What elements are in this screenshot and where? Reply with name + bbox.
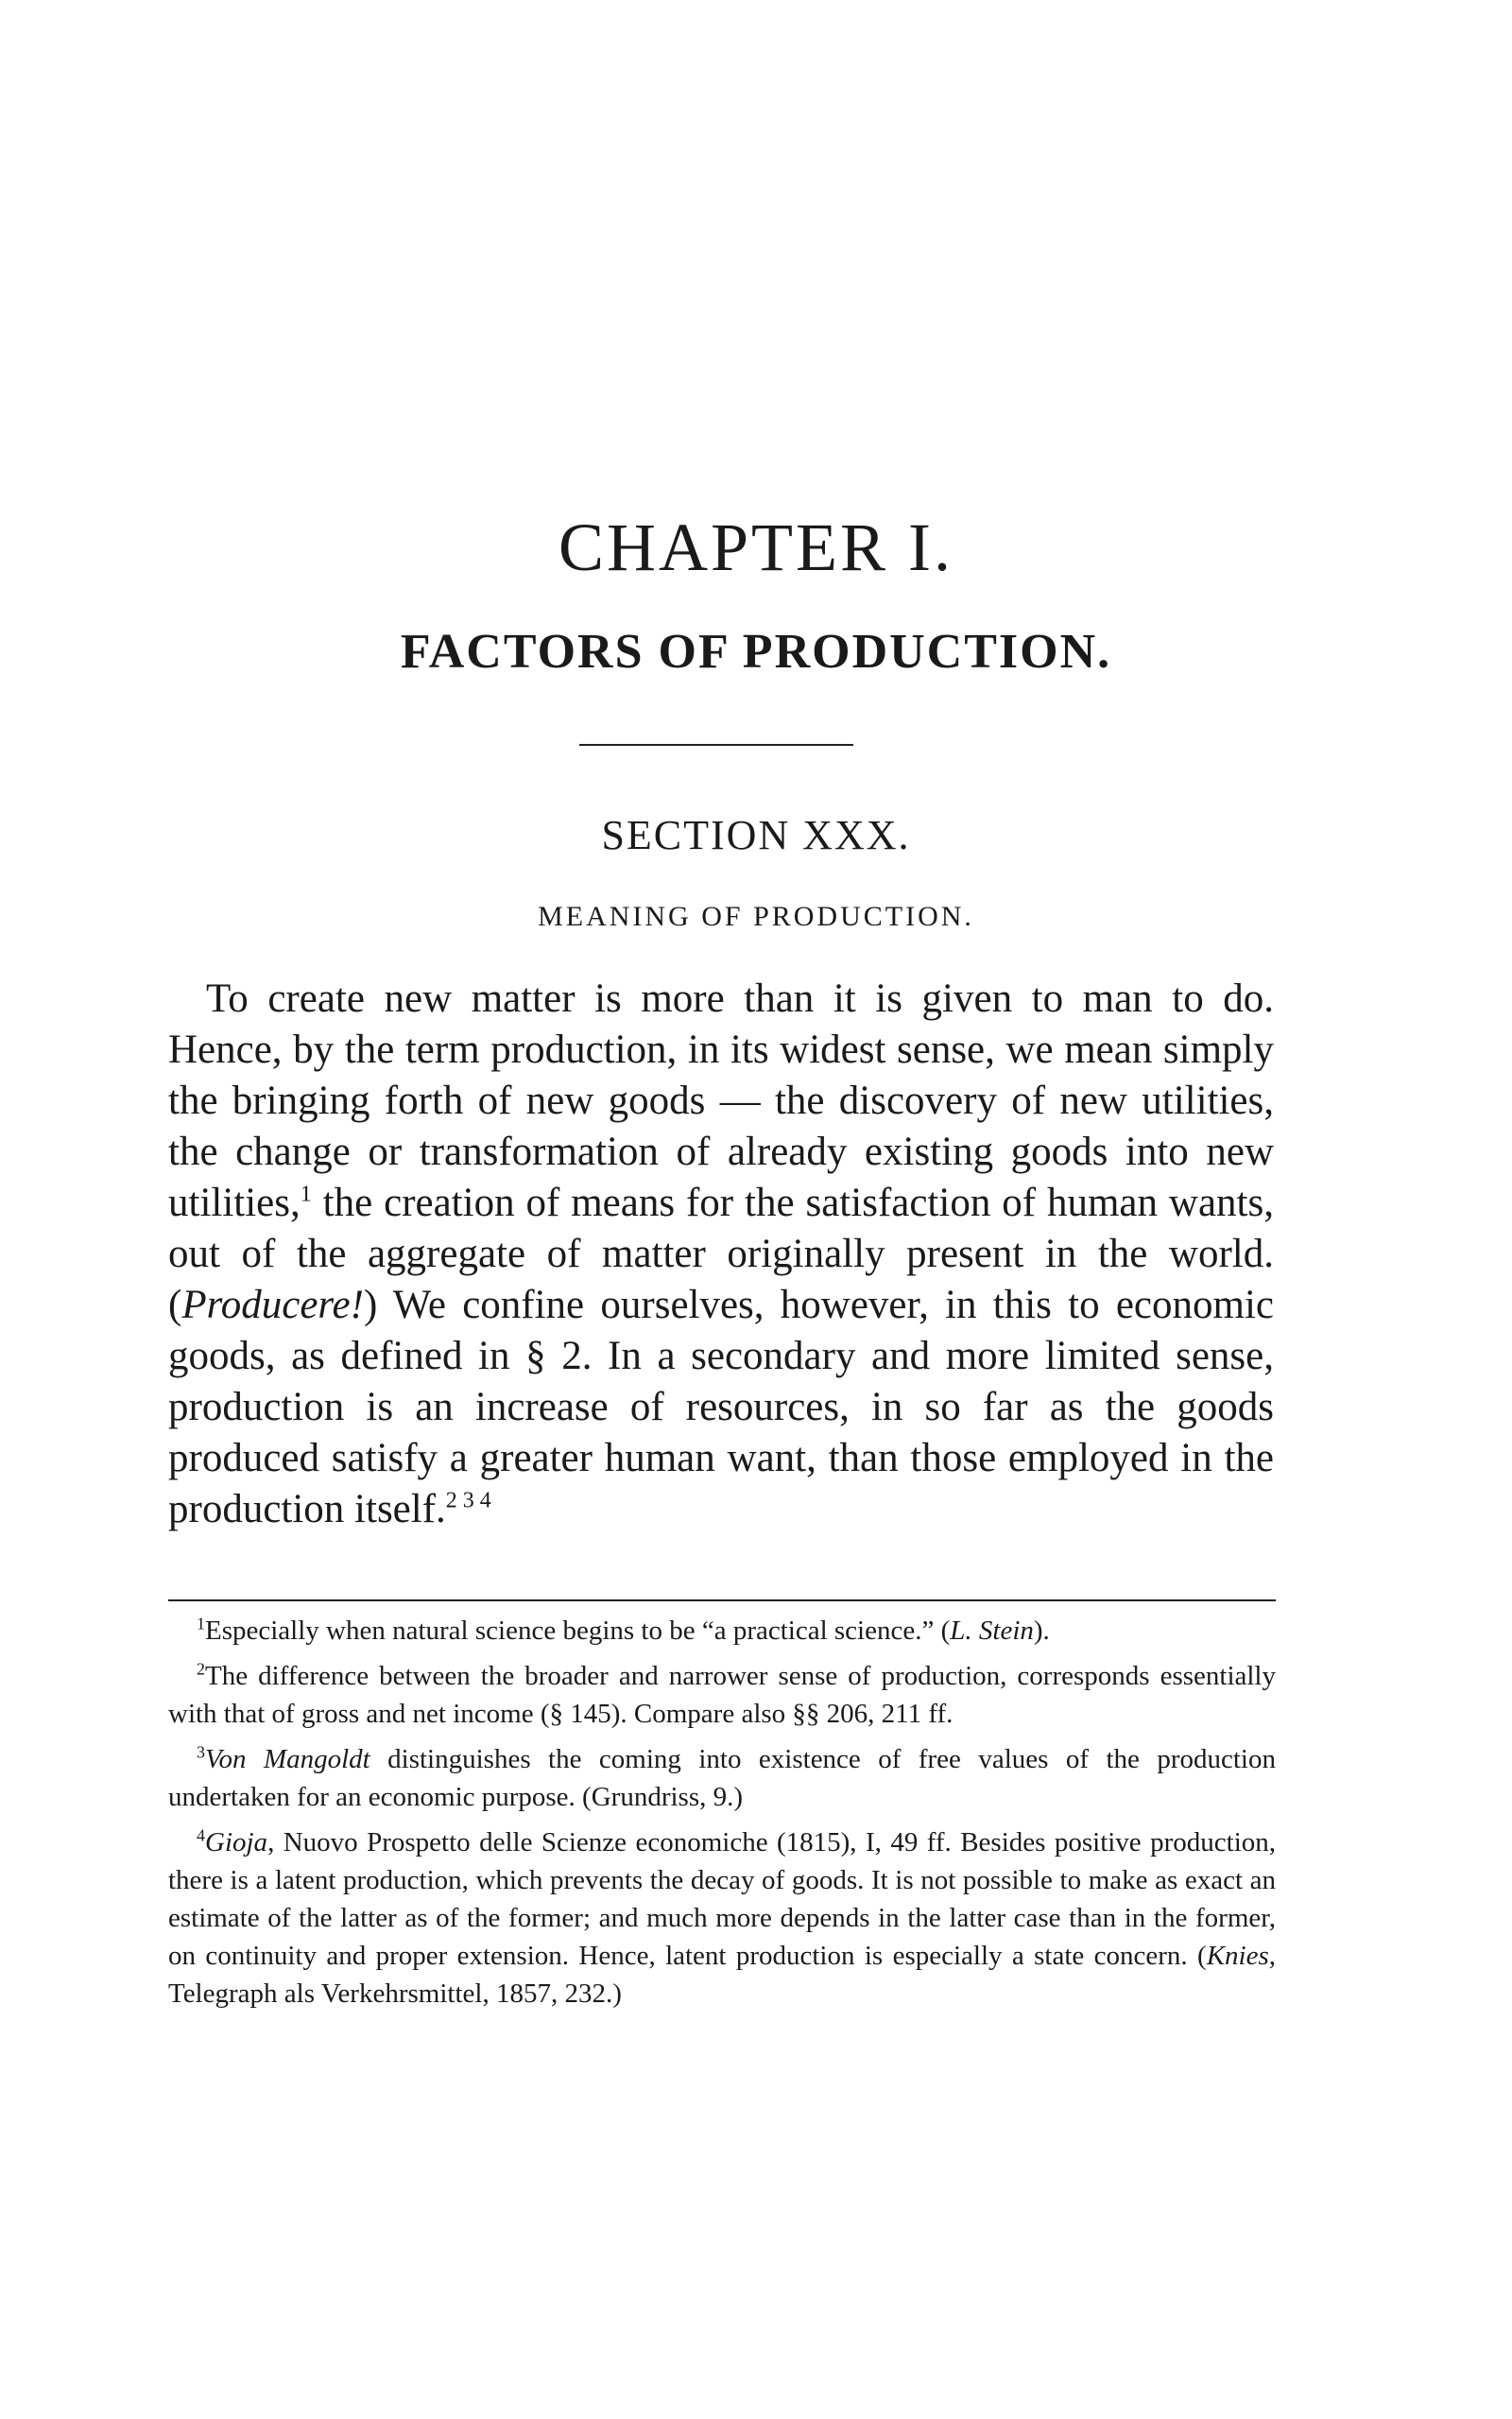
footnote-number: 3 xyxy=(197,1742,205,1762)
footnote-italic: Knies xyxy=(1206,1941,1269,1971)
footnote-number: 2 xyxy=(197,1659,205,1679)
chapter-subtitle: FACTORS OF PRODUCTION. xyxy=(400,625,1112,679)
body-italic-producere: Producere! xyxy=(181,1283,364,1327)
footnote-text: , Nuovo Prospetto delle Scienze economiche (1815), I, 49 ff. Besides positive production, there is a latent production, which prevents the decay of goods. It is not possible to make as exact an estimate of the latter as of the former; and much more depends in the latter case than in the former, on continuity and proper extension. Hence, latent production is especially a state concern. ( xyxy=(168,1827,1276,1971)
footnote-text: Especially when natural science begins to be “a practical science.” ( xyxy=(205,1616,951,1646)
footnote-rule xyxy=(168,1599,1276,1601)
title-divider xyxy=(579,744,853,746)
body-text-part-2: the creation of means for the satisfaction of human wants, out of the aggregate of matter originally present in the world. ( xyxy=(168,1181,1274,1327)
footnote-number: 4 xyxy=(197,1825,205,1845)
footnote-italic: Gioja xyxy=(205,1827,268,1857)
body-text-part-1: To create new matter is more than it is given to man to do. Hence, by the term production, in its widest sense, we mean simply the bringing forth of new goods — the discovery of new utilities, the change or transformation of already existing goods into new utilities, xyxy=(168,976,1274,1225)
footnote-1 xyxy=(168,1612,1276,1650)
footnote-italic: Von Mangoldt xyxy=(205,1744,370,1774)
footnotes xyxy=(168,1612,1276,2020)
body-text-part-3: ) We confine ourselves, however, in this to economic goods, as defined in § 2. In a secondary and more limited sense, production is an increase of resources, in so far as the goods produced satisfy a greater human want, than those employed in the production itself. xyxy=(168,1283,1274,1531)
footnote-text: The difference between the broader and narrower sense of production, corresponds essentially with that of gross and net income (§ 145). Compare also §§ 206, 211 ff. xyxy=(168,1661,1276,1729)
chapter-title: CHAPTER I. xyxy=(558,510,954,585)
footnote-text: , Telegraph als Verkehrsmittel, 1857, 232.) xyxy=(168,1941,1276,2009)
footnote-ref-1: 1 xyxy=(300,1182,312,1207)
footnote-ref-2-3-4: 2 3 4 xyxy=(445,1488,491,1513)
footnote-text: ). xyxy=(1033,1616,1050,1646)
footnote-italic: L. Stein xyxy=(950,1616,1034,1646)
footnote-2 xyxy=(168,1657,1276,1733)
body-paragraph xyxy=(168,974,1274,1535)
footnote-number: 1 xyxy=(197,1614,205,1633)
section-title: SECTION XXX. xyxy=(601,812,911,858)
footnote-3 xyxy=(168,1740,1276,1816)
section-subtitle: MEANING OF PRODUCTION. xyxy=(538,901,974,932)
footnote-4 xyxy=(168,1823,1276,2013)
footnote-text: distinguishes the coming into existence of free values of the production undertaken for an economic purpose. (Grundriss, 9.) xyxy=(168,1744,1276,1812)
